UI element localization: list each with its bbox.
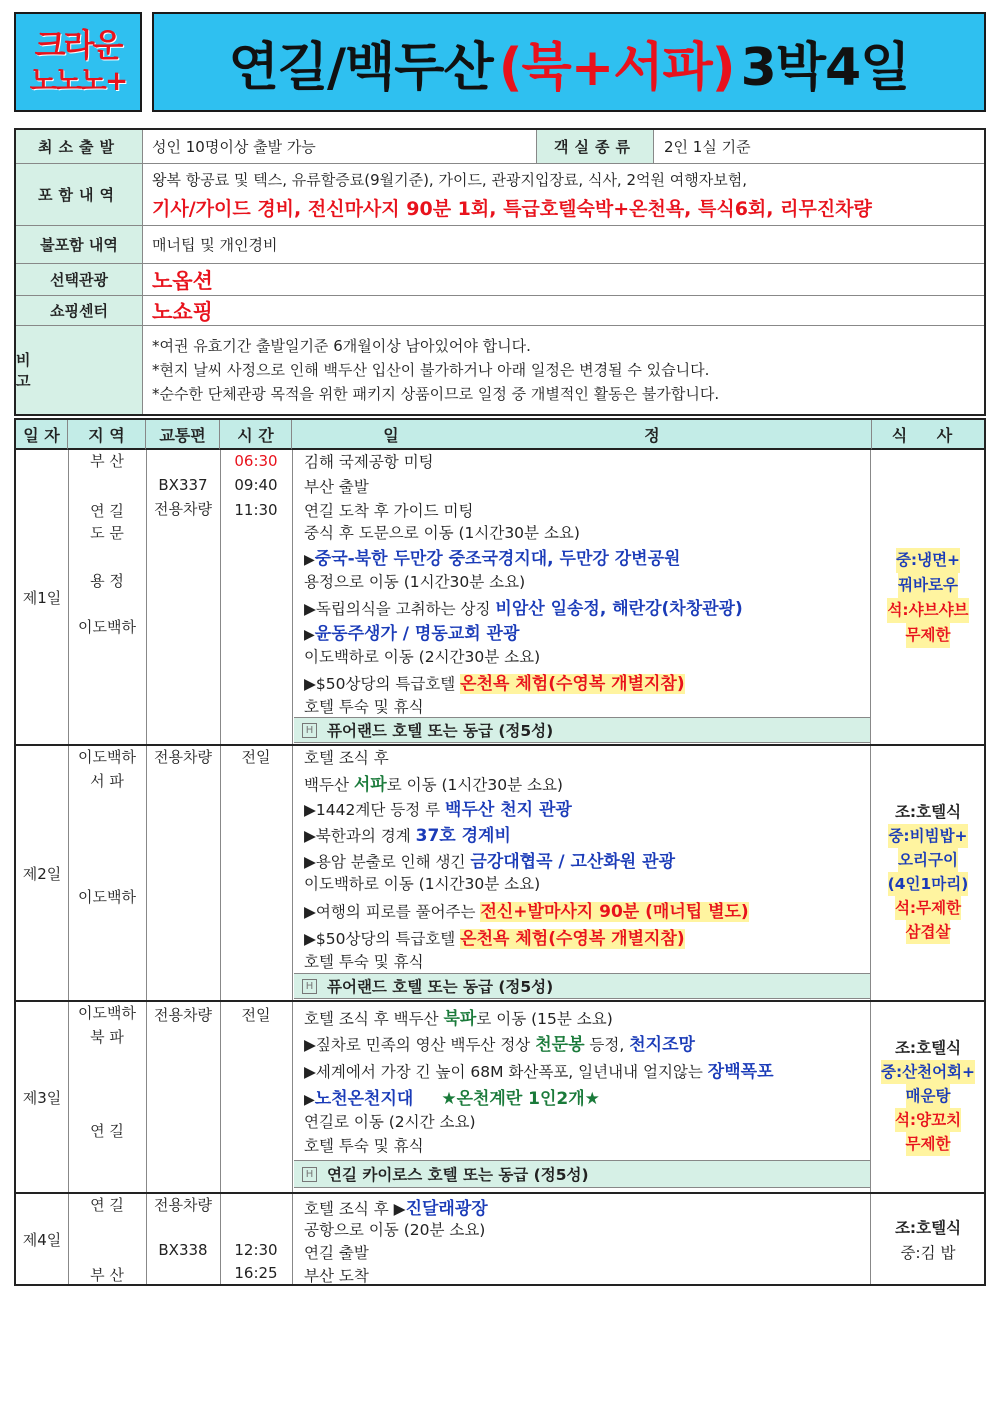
- highlight-yellow: 온천욕 체험(수영복 개별지참): [460, 929, 685, 949]
- itinerary-line: [304, 1194, 488, 1219]
- remarks-label: 비 고: [16, 326, 143, 414]
- info-row-departure: [16, 130, 984, 164]
- line-text: 등정,: [584, 1036, 630, 1054]
- itinerary-line: [304, 795, 572, 820]
- meal-item: 석:양꼬치: [895, 1108, 961, 1132]
- remark-item: *현지 날씨 사정으로 인해 백두산 입산이 불가하거나 아래 일정은 변경될 수 있습니다.: [152, 361, 710, 379]
- meal-item: 석:무제한: [895, 896, 961, 920]
- itinerary-line: 공항으로 이동 (20분 소요): [304, 1221, 486, 1239]
- divider: [220, 450, 221, 1284]
- col-header-day: 일 자: [16, 420, 68, 450]
- col-header-meal: 식 사: [872, 420, 984, 450]
- itinerary-line: 연길 출발: [304, 1244, 369, 1262]
- highlight-blue: 천지조망: [629, 1035, 695, 1055]
- room-type-label: 객실종류: [536, 130, 654, 163]
- col-header-time: 시 간: [220, 420, 292, 450]
- meal-item: 삼겹살: [906, 920, 951, 944]
- day1-region: 도 문: [90, 524, 124, 542]
- meal-item: 조:호텔식: [894, 1219, 962, 1237]
- day2-meals: [872, 800, 984, 944]
- shopping-label: 쇼핑센터: [16, 296, 143, 325]
- info-row-includes: [16, 164, 984, 226]
- itinerary-line: 호텔 투숙 및 휴식: [304, 698, 424, 716]
- line-text: ▶짚차로 민족의 영산 백두산 정상: [304, 1036, 536, 1054]
- day3-hotel: [294, 1160, 870, 1188]
- hotel-icon: H: [302, 1167, 317, 1182]
- highlight-blue: 진달래광장: [405, 1199, 488, 1219]
- line-text: 로 이동 (1시간30분 소요): [386, 776, 563, 794]
- brand-logo: [14, 12, 142, 112]
- line-text: 로 이동 (15분 소요): [476, 1010, 613, 1028]
- day4-meals: [872, 1216, 984, 1266]
- line-text: ▶$50상당의 특급호텔: [304, 930, 461, 948]
- meal-item: 석:샤브샤브: [887, 598, 968, 623]
- page-title: [152, 12, 986, 112]
- highlight-blue: 백두산 천지 관광: [445, 800, 572, 820]
- includes-label: 포함내역: [16, 164, 143, 225]
- divider: [292, 450, 293, 1284]
- highlight-blue: 금강대협곡 / 고산화원 관광: [470, 852, 675, 872]
- hotel-icon: H: [302, 723, 317, 738]
- highlight-blue: 노천온천지대: [314, 1089, 414, 1109]
- title-part2: 3박4일: [740, 37, 910, 98]
- itinerary-line: 부산 출발: [304, 478, 369, 496]
- line-text: ▶세계에서 가장 긴 높이 68M 화산폭포, 일년내내 얼지않는: [304, 1063, 708, 1081]
- day-separator: [16, 1000, 984, 1002]
- logo-line2: 노노노+: [29, 64, 127, 97]
- meal-item: 중:김 밥: [900, 1244, 956, 1262]
- day3-label: 제3일: [22, 1088, 62, 1107]
- day4-region: 연 길: [90, 1196, 124, 1214]
- day4-region: 부 산: [90, 1266, 124, 1284]
- info-row-remarks: [16, 326, 984, 414]
- hotel-name: 연길 카이로스 호텔 또는 동급 (정5성): [327, 1166, 589, 1184]
- itinerary-line: [304, 1004, 613, 1029]
- highlight-yellow: 전신+발마사지 90분 (매너팁 별도): [480, 902, 749, 922]
- itinerary-line: [304, 847, 675, 872]
- meal-item: 중:산천어회+: [881, 1060, 975, 1084]
- header: [14, 12, 986, 114]
- day3-meals: [872, 1036, 984, 1156]
- day1-meals: [872, 548, 984, 648]
- day3-region: 연 길: [90, 1122, 124, 1140]
- day3-region: 북 파: [90, 1028, 124, 1046]
- itinerary-line: [304, 924, 685, 949]
- line-text: ▶북한과의 경계: [304, 827, 416, 845]
- day1-region: 용 정: [90, 572, 124, 590]
- meal-item: 중:비빔밥+: [888, 824, 967, 848]
- optional-label: 선택관광: [16, 264, 143, 295]
- hotel-icon: H: [302, 979, 317, 994]
- meal-item: 꿔바로우: [898, 573, 958, 598]
- remark-item: *여권 유효기간 출발일기준 6개월이상 남아있어야 합니다.: [152, 337, 531, 355]
- day1-region: 이도백하: [78, 618, 136, 636]
- itinerary-line: 중식 후 도문으로 이동 (1시간30분 소요): [304, 524, 580, 542]
- line-text: 호텔 조식 후 ▶: [304, 1200, 406, 1218]
- schedule-table: [14, 418, 986, 1286]
- arrow-icon: ▶: [304, 627, 315, 643]
- excludes-label: 불포함 내역: [16, 226, 143, 263]
- day3-vehicle: 전용차량: [154, 1006, 212, 1024]
- day2-region: 이도백하: [78, 748, 136, 766]
- includes-line2: 기사/가이드 경비, 전신마사지 90분 1회, 특급호텔숙박+온천욕, 특식6회, 리무진차량: [152, 197, 872, 220]
- highlight-green: 북파: [443, 1009, 477, 1029]
- itinerary-line: [304, 897, 749, 922]
- col-header-region: 지 역: [68, 420, 146, 450]
- day3-time: 전일: [241, 1006, 271, 1024]
- day1-region: 부 산: [90, 452, 124, 470]
- day2-label: 제2일: [22, 864, 62, 883]
- line-text: ▶$50상당의 특급호텔: [304, 675, 461, 693]
- line-text: ▶독립의식을 고취하는 상징: [304, 600, 496, 618]
- min-departure-label: 최소출발: [16, 130, 143, 163]
- includes-value: [152, 164, 872, 225]
- day1-vehicle: 전용차량: [154, 500, 212, 518]
- itinerary-line: [304, 770, 563, 795]
- day1-region: 연 길: [90, 502, 124, 520]
- meal-item: (4인1마리): [888, 872, 969, 896]
- itinerary-line: 이도백하로 이동 (1시간30분 소요): [304, 875, 541, 893]
- info-row-optional: [16, 264, 984, 296]
- line-text: 호텔 조식 후 백두산: [304, 1010, 444, 1028]
- meal-item: 매운탕: [906, 1084, 951, 1108]
- day1-time: 11:30: [234, 501, 278, 519]
- meal-item: 무제한: [906, 623, 951, 648]
- divider: [146, 450, 147, 1284]
- highlight-green: ★온천계란 1인2개★: [441, 1089, 600, 1109]
- meal-item: 조:호텔식: [894, 1039, 962, 1057]
- itinerary-line: [304, 1030, 695, 1055]
- day4-flight: BX338: [158, 1241, 208, 1259]
- itinerary-line: 연길로 이동 (2시간 소요): [304, 1113, 476, 1131]
- remark-item: *순수한 단체관광 목적을 위한 패키지 상품이므로 일정 중 개별적인 활동은 불가합니다.: [152, 385, 720, 403]
- day4-vehicle: 전용차량: [154, 1196, 212, 1214]
- day2-region: 서 파: [90, 772, 124, 790]
- line-text: ▶용암 분출로 인해 생긴: [304, 853, 471, 871]
- itinerary-line: 호텔 투숙 및 휴식: [304, 953, 424, 971]
- info-row-shopping: [16, 296, 984, 326]
- highlight-yellow: 온천욕 체험(수영복 개별지참): [460, 674, 685, 694]
- itinerary-line: 호텔 투숙 및 휴식: [304, 1137, 424, 1155]
- remarks-list: [152, 326, 719, 414]
- highlight-blue: 중국-북한 두만강 중조국경지대, 두만강 강변공원: [314, 549, 681, 569]
- arrow-icon: ▶: [304, 552, 315, 568]
- meal-item: 무제한: [906, 1132, 951, 1156]
- highlight-green: 서파: [353, 775, 387, 795]
- highlight-blue: 비암산 일송정, 해란강(차창관광): [495, 599, 743, 619]
- shopping-value: 노쇼핑: [152, 299, 213, 324]
- arrow-icon: ▶: [304, 1092, 315, 1108]
- title-highlight: (북+서파): [498, 37, 735, 98]
- itinerary-line: [304, 1057, 774, 1082]
- itinerary-line: 연길 도착 후 가이드 미팅: [304, 502, 474, 520]
- line-text: ▶여행의 피로를 풀어주는: [304, 903, 481, 921]
- itinerary-line: 용정으로 이동 (1시간30분 소요): [304, 573, 526, 591]
- highlight-green: 천문봉: [535, 1035, 585, 1055]
- col-header-itinerary: 일 정: [292, 420, 872, 450]
- itinerary-line: [304, 669, 685, 694]
- itinerary-line: 이도백하로 이동 (2시간30분 소요): [304, 648, 541, 666]
- room-type-value: 2인 1실 기준: [664, 138, 751, 156]
- itinerary-line: [304, 594, 743, 619]
- day4-time: 16:25: [234, 1264, 278, 1282]
- meal-item: 중:냉면+: [896, 548, 960, 573]
- day2-hotel: [294, 973, 870, 999]
- excludes-value: 매너팁 및 개인경비: [152, 236, 278, 254]
- optional-value: 노옵션: [152, 268, 213, 293]
- itinerary-line: [304, 1084, 600, 1109]
- day1-label: 제1일: [22, 588, 62, 607]
- hotel-name: 퓨어랜드 호텔 또는 동급 (정5성): [327, 978, 554, 996]
- info-row-excludes: [16, 226, 984, 264]
- day2-time: 전일: [241, 748, 271, 766]
- itinerary-line: 부산 도착: [304, 1267, 369, 1285]
- hotel-name: 퓨어랜드 호텔 또는 동급 (정5성): [327, 722, 554, 740]
- col-header-transport: 교통편: [146, 420, 220, 450]
- itinerary-line: 호텔 조식 후: [304, 749, 389, 767]
- day1-time: 06:30: [234, 452, 278, 470]
- itinerary-line: [304, 544, 680, 569]
- includes-line1: 왕복 항공료 및 텍스, 유류할증료(9월기준), 가이드, 관광지입장료, 식사, 2억원 여행자보험,: [152, 170, 747, 189]
- day4-time: 12:30: [234, 1241, 278, 1259]
- day2-region: 이도백하: [78, 888, 136, 906]
- logo-line1: 크라운: [34, 26, 122, 64]
- day1-hotel: [294, 717, 870, 743]
- divider: [870, 450, 871, 1284]
- itinerary-line: [304, 821, 511, 846]
- day2-vehicle: 전용차량: [154, 748, 212, 766]
- highlight-blue: 장백폭포: [707, 1062, 774, 1082]
- meal-item: 조:호텔식: [894, 803, 962, 821]
- day3-region: 이도백하: [78, 1004, 136, 1022]
- title-part1: 연길/백두산: [228, 37, 493, 98]
- line-text: ▶1442계단 등정 루: [304, 801, 446, 819]
- highlight-blue: 윤동주생가 / 명동교회 관광: [314, 624, 520, 644]
- day1-flight: BX337: [158, 476, 208, 494]
- itinerary-line: [304, 619, 519, 644]
- info-table: [14, 128, 986, 416]
- itinerary-line: 김해 국제공항 미팅: [304, 453, 434, 471]
- min-departure-value: 성인 10명이상 출발 가능: [152, 138, 316, 156]
- day1-time: 09:40: [234, 476, 278, 494]
- meal-item: 오리구이: [898, 848, 958, 872]
- highlight-blue: 37호 경계비: [415, 826, 511, 846]
- line-text: 백두산: [304, 776, 354, 794]
- day4-label: 제4일: [22, 1230, 62, 1249]
